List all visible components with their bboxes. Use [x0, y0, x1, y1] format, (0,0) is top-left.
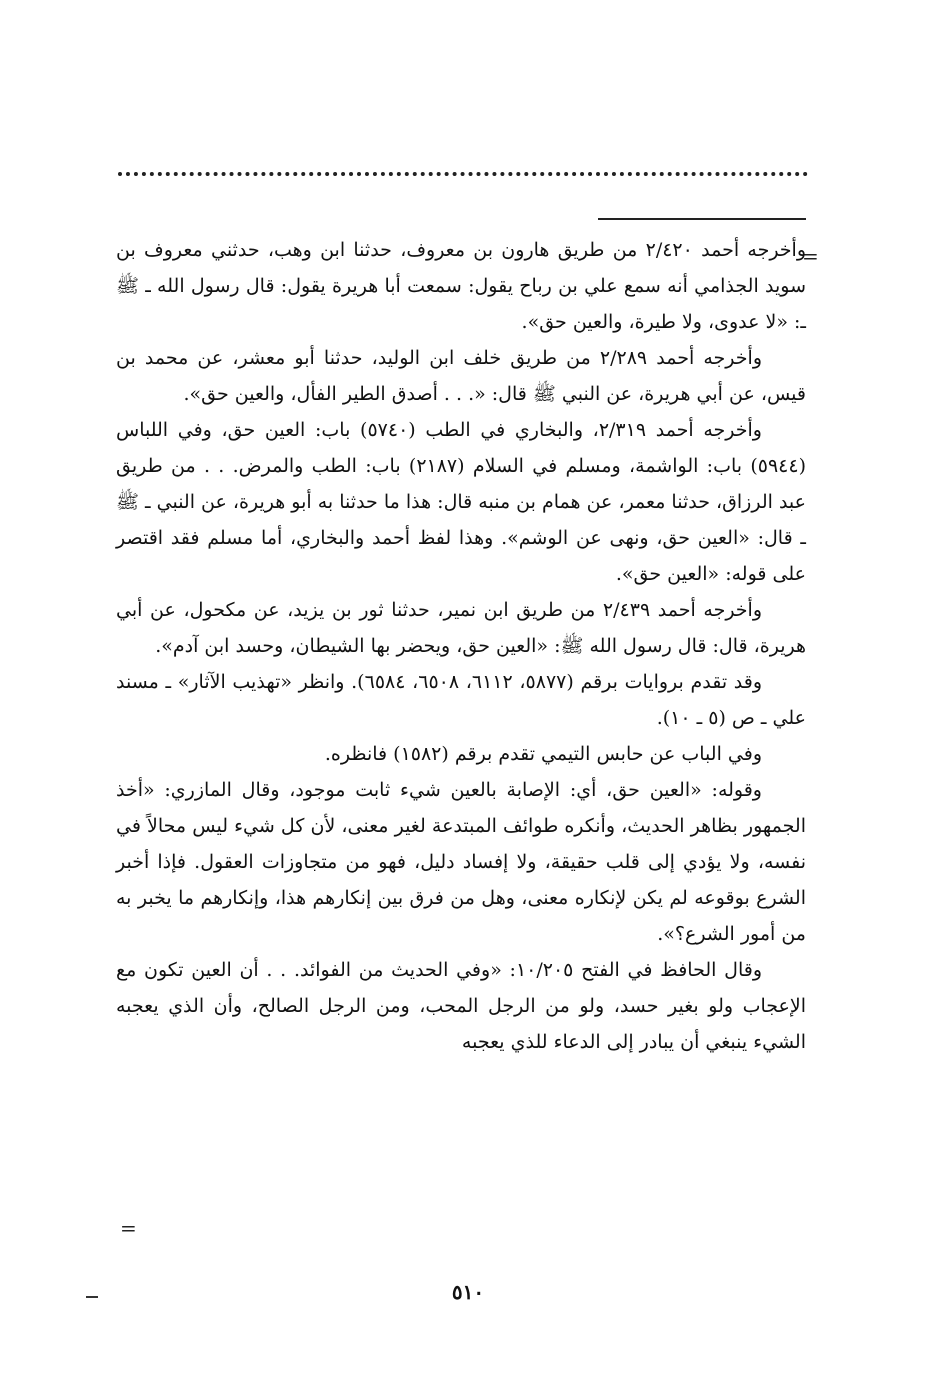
footnote-paragraph: وقوله: «العين حق، أي: الإصابة بالعين شيء ثابت موجود، وقال المازري: «أخذ الجمهور بظاهر الحديث، وأنكره طوائف المبتدعة لغير معنى، لأن كل شيء ليس محالاً في نفسه، ولا يؤدي إلى قلب حقيقة، ولا إفساد دليل، فهو من متجاوزات العقول. فإذا أخبر الشرع بوقوعه لم يكن لإنكاره معنى، وهل من فرق بين إنكارهم هذا، وإنكارهم ما يخبر به من أمور الشرع؟».	[116, 779, 806, 945]
footnote-paragraph: وأخرجه أحمد ٢/٣١٩، والبخاري في الطب (٥٧٤٠) باب: العين حق، وفي اللباس (٥٩٤٤) باب: الواشمة، ومسلم في السلام (٢١٨٧) باب: الطب والمرض. . . من طريق عبد الرزاق، حدثنا معمر، عن همام بن منبه قال: هذا ما حدثنا به أبو هريرة، عن النبي ـ ﷺ ـ قال: «العين حق، ونهى عن الوشم». وهذا لفظ أحمد والبخاري، أما مسلم فقد اقتصر على قوله: «العين حق».	[116, 419, 806, 585]
footnote-paragraph: وأخرجه أحمد ٢/٤٢٠ من طريق هارون بن معروف، حدثنا ابن وهب، حدثني معروف بن سويد الجذامي أنه سمع علي بن رباح يقول: سمعت أبا هريرة يقول: قال رسول الله ـ ﷺ ـ: «لا عدوى، ولا طيرة، والعين حق».	[116, 239, 806, 333]
footnote-continuation-mark-top: =	[802, 244, 819, 268]
footnote-paragraph: وأخرجه أحمد ٢/٤٣٩ من طريق ابن نمير، حدثنا ثور بن يزيد، عن مكحول، عن أبي هريرة، قال: قال رسول الله ﷺ: «العين حق، ويحضر بها الشيطان، وحسد ابن آدم».	[116, 599, 806, 657]
footnote-paragraph: وفي الباب عن حابس التيمي تقدم برقم (١٥٨٢) فانظره.	[324, 743, 762, 765]
footnote-text	[116, 232, 806, 1264]
footnote-paragraph: وقد تقدم بروايات برقم (٥٨٧٧، ٦١١٢، ٦٥٠٨، ٦٥٨٤). وانظر «تهذيب الآثار» ـ مسند علي ـ ص (٥ ـ ١٠).	[116, 671, 806, 729]
footnote-paragraph: وقال الحافظ في الفتح ١٠/٢٠٥: «وفي الحديث من الفوائد. . . أن العين تكون مع الإعجاب ولو بغير حسد، ولو من الرجل المحب، ومن الرجل الصالح، وأن الذي يعجبه الشيء ينبغي أن يبادر إلى الدعاء للذي يعجبه	[116, 959, 806, 1053]
footnote-continuation-mark-bottom: =	[120, 1216, 137, 1240]
dotted-separator	[118, 172, 808, 186]
footnote-paragraph: وأخرجه أحمد ٢/٢٨٩ من طريق خلف ابن الوليد، حدثنا أبو معشر، عن محمد بن قيس، عن أبي هريرة، عن النبي ﷺ قال: «. . . أصدق الطير الفأل، والعين حق».	[116, 347, 806, 405]
footnote-separator-rule	[598, 218, 806, 220]
scan-mark	[86, 1296, 98, 1298]
page-number: ٥١٠	[451, 1280, 485, 1304]
